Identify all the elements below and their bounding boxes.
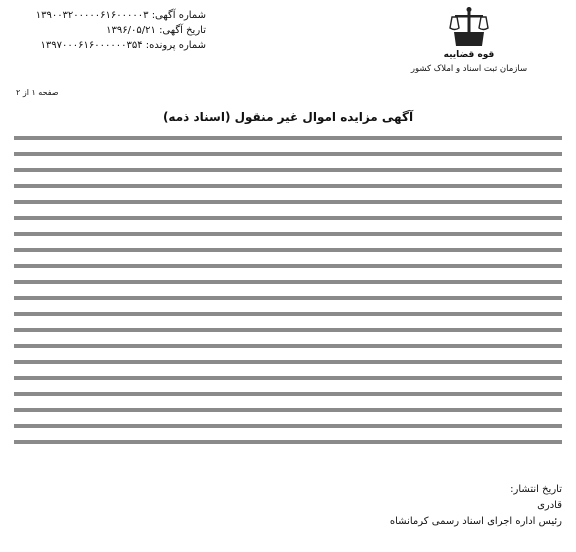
organization-header bbox=[384, 6, 554, 74]
signatory-title: رئیس اداره اجرای اسناد رسمی کرمانشاه bbox=[389, 516, 562, 527]
notice-date: ۱۳۹۶/۰۵/۲۱ bbox=[106, 25, 156, 36]
notice-number: ۱۳۹۰۰۳۲۰۰۰۰۰۶۱۶۰۰۰۰۰۳ bbox=[35, 10, 149, 21]
notice-number-label: شماره آگهی: bbox=[151, 10, 206, 21]
notice-meta bbox=[16, 8, 206, 53]
page-title: آگهی مزایده اموال غیر منقول (اسناد ذمه) bbox=[162, 110, 414, 124]
signatory-name: قادری bbox=[537, 500, 562, 511]
page-indicator: صفحه ۱ از ۲ bbox=[16, 88, 59, 97]
closing-block bbox=[262, 482, 562, 530]
case-number-label: شماره پرونده: bbox=[145, 40, 206, 51]
notice-date-label: تاریخ آگهی: bbox=[159, 25, 206, 36]
notice-date-row bbox=[16, 23, 206, 38]
judiciary-emblem-icon bbox=[449, 6, 489, 50]
organization-name: قوه قضاییه bbox=[443, 50, 495, 60]
case-number-row bbox=[16, 38, 206, 53]
body-text-block bbox=[14, 130, 562, 446]
publication-date-label: تاریخ انتشار: bbox=[510, 484, 562, 495]
notice-number-row bbox=[16, 8, 206, 23]
organization-subtitle: سازمان ثبت اسناد و املاک کشور bbox=[410, 64, 528, 74]
case-number: ۱۳۹۷۰۰۰۶۱۶۰۰۰۰۰۰۳۵۴ bbox=[40, 40, 143, 51]
